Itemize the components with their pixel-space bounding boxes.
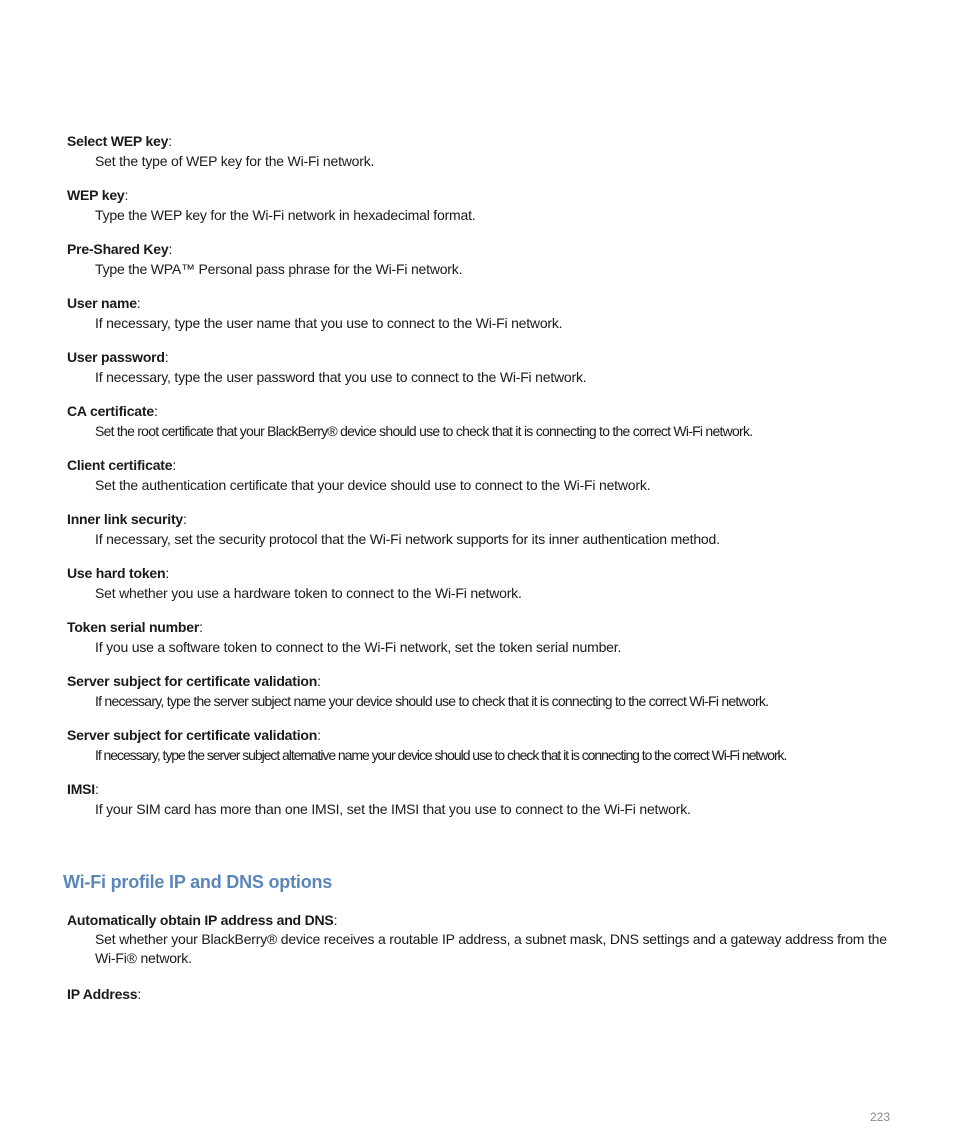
- definition-term: User password:: [67, 349, 169, 365]
- definition-description: If necessary, type the server subject alternative name your device should use to check that it is connecting to the correct Wi-Fi network.: [95, 747, 787, 763]
- definition-term: Server subject for certificate validation:: [67, 727, 321, 743]
- definition-description: Set the type of WEP key for the Wi-Fi network.: [95, 153, 375, 169]
- definition-entry-use-hard-token: [67, 563, 954, 603]
- definition-list-ip-dns: [0, 910, 954, 1020]
- definition-description: Type the WEP key for the Wi-Fi network in hexadecimal format.: [95, 207, 476, 223]
- definition-term: CA certificate:: [67, 403, 158, 419]
- definition-description: If necessary, type the user name that you use to connect to the Wi-Fi network.: [95, 315, 563, 331]
- definition-term: User name:: [67, 295, 141, 311]
- definition-term: Client certificate:: [67, 457, 177, 473]
- definition-entry-wep-key: [67, 185, 954, 225]
- definition-entry-client-certificate: [67, 455, 954, 495]
- definition-entry-inner-link-security: [67, 509, 954, 549]
- definition-description: Set the authentication certificate that your device should use to connect to the Wi-Fi network.: [95, 477, 651, 493]
- section-heading: Wi-Fi profile IP and DNS options: [63, 872, 333, 892]
- definition-term: IP Address:: [67, 986, 142, 1002]
- definition-term: Inner link security:: [67, 511, 187, 527]
- definition-description: If necessary, set the security protocol that the Wi-Fi network supports for its inner authentication method.: [95, 531, 720, 547]
- definition-entry-auto-obtain-ip: [67, 910, 954, 968]
- definition-description: If your SIM card has more than one IMSI, set the IMSI that you use to connect to the Wi-Fi network.: [95, 801, 691, 817]
- definition-description: Type the WPA™ Personal pass phrase for the Wi-Fi network.: [95, 261, 463, 277]
- definition-entry-select-wep-key: [67, 131, 954, 171]
- definition-term: Pre-Shared Key:: [67, 241, 173, 257]
- page-number: 223: [869, 1110, 890, 1124]
- definition-description: If you use a software token to connect to the Wi-Fi network, set the token serial number.: [95, 639, 622, 655]
- definition-entry-ca-certificate: [67, 401, 954, 441]
- definition-term: Automatically obtain IP address and DNS:: [67, 912, 338, 928]
- definition-term: Select WEP key:: [67, 133, 172, 149]
- definition-entry-server-subject-alternative: [67, 725, 954, 765]
- definition-description: Set whether you use a hardware token to connect to the Wi-Fi network.: [95, 585, 522, 601]
- definition-entry-server-subject: [67, 671, 954, 711]
- definition-entry-pre-shared-key: [67, 239, 954, 279]
- definition-description: If necessary, type the server subject name your device should use to check that it is connecting to the correct Wi-Fi network.: [95, 693, 769, 709]
- definition-term: IMSI:: [67, 781, 99, 797]
- definition-entry-user-password: [67, 347, 954, 387]
- definition-description: If necessary, type the user password that you use to connect to the Wi-Fi network.: [95, 369, 587, 385]
- definition-term: Use hard token:: [67, 565, 170, 581]
- definition-entry-user-name: [67, 293, 954, 333]
- definition-entry-imsi: [67, 779, 954, 819]
- definition-description: Set the root certificate that your BlackBerry® device should use to check that it is connecting to the correct Wi-Fi network.: [95, 423, 753, 439]
- definition-list: [0, 131, 954, 833]
- definition-term: Token serial number:: [67, 619, 203, 635]
- definition-entry-token-serial-number: [67, 617, 954, 657]
- definition-entry-ip-address: [67, 984, 954, 1004]
- definition-term: Server subject for certificate validation:: [67, 673, 321, 689]
- definition-description: Set whether your BlackBerry® device receives a routable IP address, a subnet mask, DNS settings and a gateway address from the Wi-Fi® network.: [95, 931, 887, 966]
- definition-term: WEP key:: [67, 187, 129, 203]
